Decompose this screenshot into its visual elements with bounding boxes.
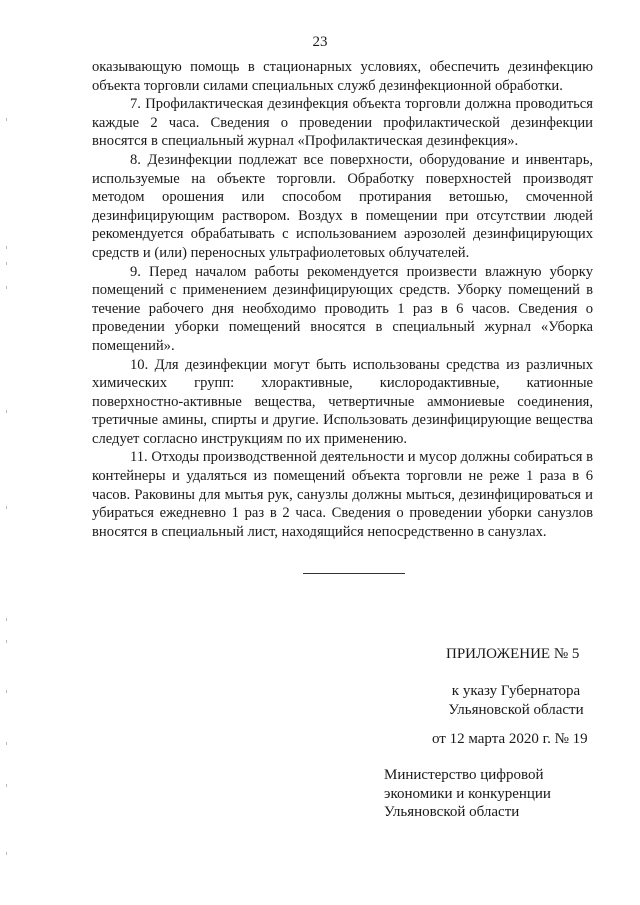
paragraph-10: 10. Для дезинфекции могут быть использованы средства из различных химических групп: хлорактивные, кислородактивные, катионные поверхностно-активные вещества, четвертичные аммониевые соединения, третичные амины, спирты и другие. Использовать дезинфицирующие вещества следует согласно инструкциям по их применению. xyxy=(92,356,593,447)
document-body xyxy=(92,58,593,541)
paragraph-7: 7. Профилактическая дезинфекция объекта торговли должна проводиться каждые 2 часа. Сведения о проведении профилактической дезинфекции вносятся в специальный журнал «Профилактическая дезинфекция». xyxy=(92,96,593,150)
paragraph-9: 9. Перед началом работы рекомендуется произвести влажную уборку помещений с применением дезинфицирующих средств. Уборку помещений в течение рабочего дня необходимо проводить 1 раз в 6 часов. Сведения о проведении уборки помещений вносятся в специальный журнал «Уборка помещений». xyxy=(92,263,593,354)
paragraph-11: 11. Отходы производственной деятельности и мусор должны собираться в контейнеры и удаляться из помещений объекта торговли не реже 1 раза в 6 часов. Раковины для мытья рук, санузлы должны мыться, дезинфицироваться и убираться ежедневно 1 раз в 2 часа. Сведения о проведении уборки санузлов вносятся в специальный лист, находящийся непосредственно в санузлах. xyxy=(92,449,593,540)
decree-date: от 12 марта 2020 г. № 19 xyxy=(432,731,588,747)
page-number: 23 xyxy=(312,34,328,50)
appendix-title: ПРИЛОЖЕНИЕ № 5 xyxy=(446,646,580,662)
paragraph-8: 8. Дезинфекции подлежат все поверхности, оборудование и инвентарь, используемые на объекте торговли. Обработку поверхностей производят методом орошения или способом протирания ветошью, смоченной дезинфицирующим раствором. Воздух в помещении при отсутствии людей рекомендуется обрабатывать с использованием аэрозолей дезинфицирующих средств и (или) переносных ультрафиолетовых облучателей. xyxy=(92,151,593,261)
decree-line-2: Ульяновской области xyxy=(448,701,584,718)
ministry-line-2: экономики и конкуренции xyxy=(384,785,551,802)
decree-line-1: к указу Губернатора xyxy=(451,683,581,699)
ministry-line-1: Министерство цифровой xyxy=(384,767,544,783)
decree-reference xyxy=(446,682,586,719)
paragraph-continuation: оказывающую помощь в стационарных условиях, обеспечить дезинфекцию объекта торговли силами специальных служб дезинфекционной обработки. xyxy=(92,59,593,94)
ministry-line-3: Ульяновской области xyxy=(384,804,520,821)
section-divider xyxy=(303,573,405,574)
scan-margin-marks xyxy=(6,0,10,905)
ministry-address xyxy=(384,766,551,822)
